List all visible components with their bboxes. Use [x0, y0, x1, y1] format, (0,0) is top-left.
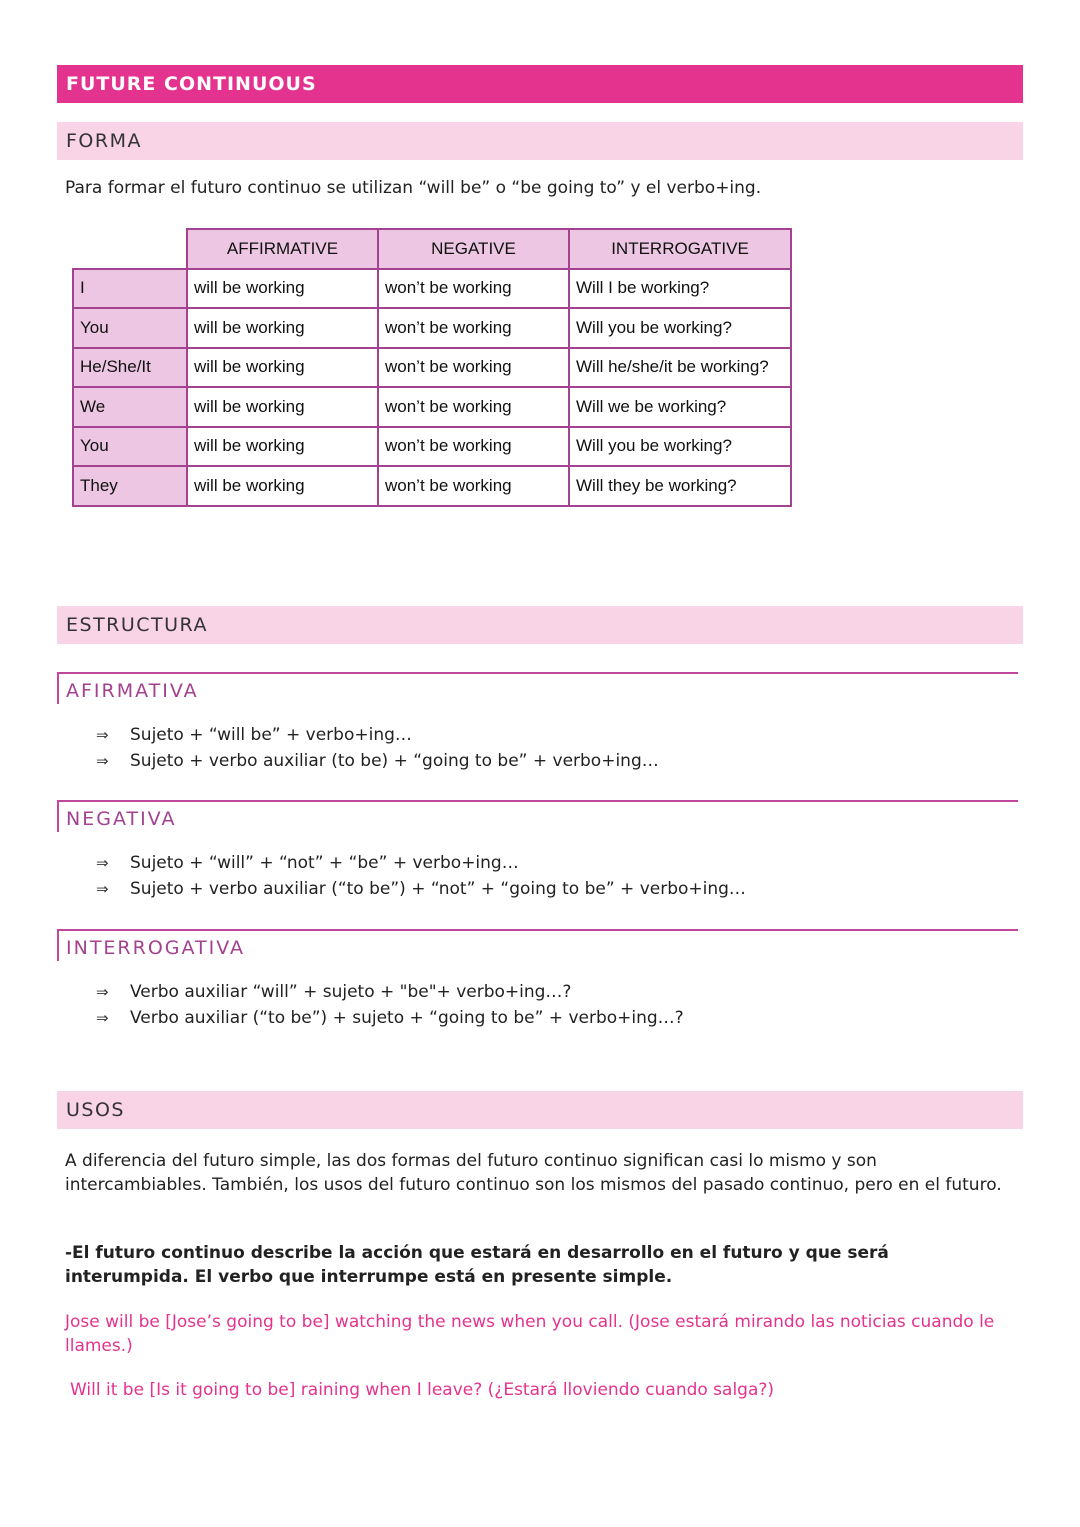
- affirmative-cell: will be working: [187, 427, 378, 467]
- list-item: [96, 722, 659, 748]
- table-row: [73, 308, 791, 348]
- arrow-icon: ⇒: [96, 983, 109, 1001]
- header-interrogative: INTERROGATIVE: [569, 229, 791, 269]
- list-item-text: Sujeto + “will be” + verbo+ing…: [130, 725, 412, 745]
- usos-example-1: Jose will be [Jose’s going to be] watching the news when you call. (Jose estará mirando las noticias cuando le llames.): [65, 1312, 995, 1356]
- usos-rule: -El futuro continuo describe la acción que estará en desarrollo en el futuro y que será interumpida. El verbo que interrumpe está en presente simple.: [65, 1243, 889, 1287]
- afirmativa-heading: AFIRMATIVA: [57, 672, 1018, 704]
- negative-cell: won’t be working: [378, 308, 569, 348]
- pronoun-cell: I: [73, 269, 187, 309]
- interrogative-cell: Will we be working?: [569, 387, 791, 427]
- list-item-text: Sujeto + verbo auxiliar (“to be”) + “not” + “going to be” + verbo+ing…: [130, 879, 746, 899]
- negative-cell: won’t be working: [378, 387, 569, 427]
- pronoun-cell: They: [73, 466, 187, 506]
- table-row: [73, 269, 791, 309]
- pronoun-cell: We: [73, 387, 187, 427]
- table-corner: [73, 229, 187, 269]
- table-header-row: [73, 229, 791, 269]
- usos-paragraph: A diferencia del futuro simple, las dos formas del futuro continuo significan casi lo mismo y son intercambiables. También, los usos del futuro continuo son los mismos del pasado continuo, pero en el futuro.: [65, 1151, 1002, 1195]
- section-usos-heading: USOS: [57, 1091, 1023, 1129]
- negative-cell: won’t be working: [378, 269, 569, 309]
- usos-example-2: Will it be [Is it going to be] raining when I leave? (¿Estará lloviendo cuando salga?): [70, 1380, 775, 1400]
- interrogativa-list: [96, 979, 684, 1031]
- interrogative-cell: Will I be working?: [569, 269, 791, 309]
- list-item: [96, 1005, 684, 1031]
- arrow-icon: ⇒: [96, 1009, 109, 1027]
- table-row: [73, 427, 791, 467]
- list-item: [96, 850, 746, 876]
- pronoun-cell: You: [73, 308, 187, 348]
- negativa-list: [96, 850, 746, 902]
- affirmative-cell: will be working: [187, 308, 378, 348]
- list-item-text: Verbo auxiliar (“to be”) + sujeto + “going to be” + verbo+ing…?: [130, 1008, 684, 1028]
- header-negative: NEGATIVE: [378, 229, 569, 269]
- arrow-icon: ⇒: [96, 854, 109, 872]
- header-affirmative: AFFIRMATIVE: [187, 229, 378, 269]
- interrogative-cell: Will they be working?: [569, 466, 791, 506]
- negativa-heading: NEGATIVA: [57, 800, 1018, 832]
- arrow-icon: ⇒: [96, 880, 109, 898]
- list-item-text: Sujeto + verbo auxiliar (to be) + “going to be” + verbo+ing…: [130, 751, 659, 771]
- interrogative-cell: Will you be working?: [569, 308, 791, 348]
- arrow-icon: ⇒: [96, 752, 109, 770]
- table-row: [73, 387, 791, 427]
- table-row: [73, 348, 791, 388]
- list-item-text: Verbo auxiliar “will” + sujeto + "be"+ verbo+ing…?: [130, 982, 572, 1002]
- arrow-icon: ⇒: [96, 726, 109, 744]
- conjugation-table: [72, 228, 792, 507]
- interrogative-cell: Will he/she/it be working?: [569, 348, 791, 388]
- section-estructura-heading: ESTRUCTURA: [57, 606, 1023, 644]
- pronoun-cell: You: [73, 427, 187, 467]
- afirmativa-list: [96, 722, 659, 774]
- forma-intro: Para formar el futuro continuo se utilizan “will be” o “be going to” y el verbo+ing.: [65, 178, 762, 198]
- negative-cell: won’t be working: [378, 466, 569, 506]
- table-row: [73, 466, 791, 506]
- affirmative-cell: will be working: [187, 466, 378, 506]
- list-item: [96, 876, 746, 902]
- pronoun-cell: He/She/It: [73, 348, 187, 388]
- affirmative-cell: will be working: [187, 348, 378, 388]
- negative-cell: won’t be working: [378, 427, 569, 467]
- page-title: FUTURE CONTINUOUS: [57, 65, 1023, 103]
- negative-cell: won’t be working: [378, 348, 569, 388]
- list-item: [96, 979, 684, 1005]
- list-item-text: Sujeto + “will” + “not” + “be” + verbo+ing…: [130, 853, 519, 873]
- section-forma-heading: FORMA: [57, 122, 1023, 160]
- affirmative-cell: will be working: [187, 269, 378, 309]
- interrogativa-heading: INTERROGATIVA: [57, 929, 1018, 961]
- list-item: [96, 748, 659, 774]
- interrogative-cell: Will you be working?: [569, 427, 791, 467]
- affirmative-cell: will be working: [187, 387, 378, 427]
